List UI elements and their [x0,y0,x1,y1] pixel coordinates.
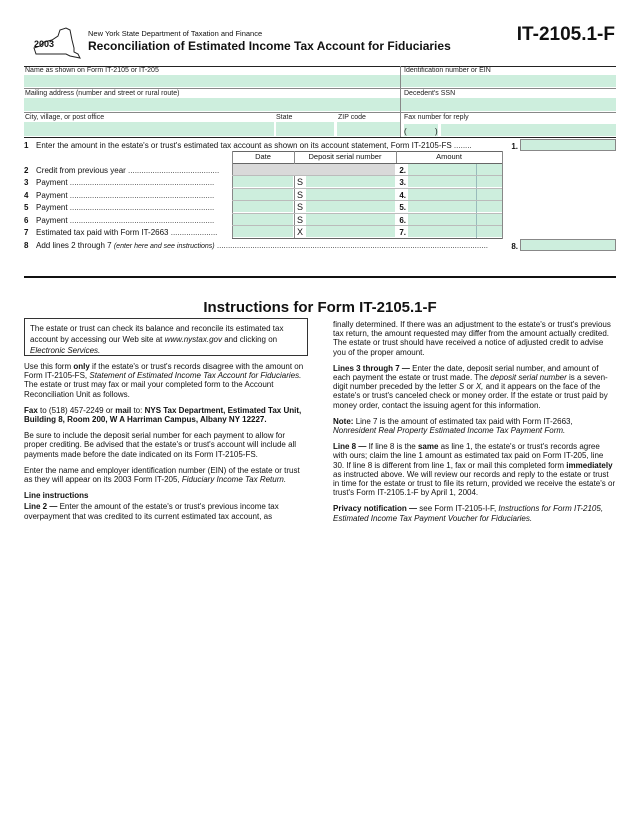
fax-number-input[interactable] [441,124,616,136]
name-input[interactable] [24,75,400,87]
address-label: Mailing address (number and street or rural route) [25,90,180,97]
line-5-date[interactable] [233,201,293,212]
line-1: 1 Enter the amount in the estate's or trust's estimated tax account as shown on its account statement, Form IT-2105-FS ........ [24,141,472,150]
line-6-serial[interactable] [306,214,395,225]
line-6: 6 Payment ................................................................. [24,216,215,225]
form-number: IT-2105.1-F [516,24,615,45]
col-header-amount: Amount [436,152,462,161]
zip-input[interactable] [337,122,400,136]
line-2-amount[interactable] [408,164,502,175]
line-6-amount[interactable] [408,214,502,225]
name-label: Name as shown on Form IT-2105 or IT-205 [25,67,159,74]
address-input[interactable] [24,98,400,111]
line-3-amount[interactable] [408,176,502,187]
line-8: 8 Add lines 2 through 7 (enter here and see instructions) .......................................................................................................................... [24,241,489,250]
ssn-input[interactable] [401,98,616,111]
city-input[interactable] [24,122,274,136]
line-5-serial[interactable] [306,201,395,212]
form-title: Reconciliation of Estimated Income Tax Account for Fiduciaries [88,39,451,53]
line-7-date[interactable] [233,226,293,237]
line-7-serial[interactable] [306,226,395,237]
line-6-box-label: 6. [399,216,406,225]
instructions-right-column: finally determined. If there was an adjustment to the estate's or trust's previous tax return, the amount requested may differ from the amount actually credited. The estate or trust should have received a notice of adjusted credit to advise you of the proper amount. Lines 3 through 7 — Enter the date, deposit serial number, and amount of each payment the estate or trust made. The deposit serial number is a seven-digit number preceded by the letter S or X, and it appears on the face of the estate's or trust's canceled check or money order. If the estate or trust paid by money order, contact the issuing agent for this information. Note: Line 7 is the amount of estimated tax paid with Form IT-2663, Nonresident Real Property Estimated Income Tax Payment Form. Line 8 — If line 8 is the same as line 1, the estate's or trust's records agree with ours; claim the line 1 amount as estimated tax paid on Form IT-205, line 30. If line 8 is different from line 1, fax or mail this completed form immediately as instructed above. We will review our records and reply to the estate or trust in time for the estate or trust to file its return, provided we receive the estate's or trust's Form IT-2105.1-F by April 1, 2004. Privacy notification — see Form IT-2105-I-F, Instructions for Form IT-2105, Estimated Income Tax Payment Voucher for Fiduciaries. [333,320,616,523]
ein-input[interactable] [401,75,616,87]
line-3: 3 Payment ................................................................. [24,178,215,187]
fax-paren-close: ) [435,127,438,136]
instructions-left-column: Use this form only if the estate's or trust's records disagree with the amount on Form IT-2105-FS, Statement of Estimated Income Tax Account for Fiduciaries. The estate or trust may fax or mail your completed form to the Account Reconciliation Unit as follows. Fax to (518) 457-2249 or mail to: NYS Tax Department, Estimated Tax Unit, Building 8, Room 200, W A Harriman Campus, Albany NY 12227. Be sure to include the deposit serial number for each payment to allow for proper crediting. Be advised that the estate's or trust's account will include all payments made before the date indicated on its Form IT-2105-FS. Enter the name and employer identification number (EIN) of the estate or trust as they will appear on its 2003 Form IT-205, Fiduciary Income Tax Return. Line instructions Line 2 — Enter the amount of the estate's or trust's previous income tax overpayment that was credited to its current estimated tax account, as [24,362,304,521]
line-3-date[interactable] [233,176,293,187]
line-2-box-label: 2. [399,166,406,175]
state-label: State [276,114,293,121]
line-4-serial-prefix: S [297,190,304,200]
id-label: Identification number or EIN [404,67,491,74]
line-4-date[interactable] [233,189,293,200]
instructions-heading: Instructions for Form IT-2105.1-F [203,299,437,316]
fax-area-code-input[interactable] [404,124,438,136]
col-header-date: Date [255,152,271,161]
line-3-box-label: 3. [399,178,406,187]
department-name: New York State Department of Taxation and Finance [88,29,263,38]
col-header-serial: Deposit serial number [308,152,382,161]
state-input[interactable] [276,122,334,136]
line-3-serial-prefix: S [297,177,304,187]
city-label: City, village, or post office [25,114,105,121]
line-4-serial[interactable] [306,189,395,200]
line-7-serial-prefix: X [297,227,304,237]
line-2: 2 Credit from previous year ......................................... [24,166,220,175]
website-link[interactable]: www.nystax.gov [164,335,222,344]
fax-paren-open: ( [404,127,407,136]
line-5-box-label: 5. [399,203,406,212]
line-7-amount[interactable] [408,226,502,237]
line-7-box-label: 7. [399,228,406,237]
line-5-amount[interactable] [408,201,502,212]
line-8-amount[interactable] [520,239,616,251]
line-5-serial-prefix: S [297,202,304,212]
line-4: 4 Payment ................................................................. [24,191,215,200]
line-1-amount[interactable] [520,139,616,151]
web-info-box: The estate or trust can check its balance and reconcile its estimated tax account by accessing our Web site at www.nystax.gov and clicking on Electronic Services. [24,318,308,356]
tax-year: 2003 [34,39,55,49]
line-4-box-label: 4. [399,191,406,200]
line-6-date[interactable] [233,214,293,225]
line-5: 5 Payment ................................................................. [24,203,215,212]
line-6-serial-prefix: S [297,215,304,225]
fax-label: Fax number for reply [404,114,469,121]
zip-label: ZIP code [338,114,366,121]
line-3-serial[interactable] [306,176,395,187]
line-4-amount[interactable] [408,189,502,200]
line-1-box-label: 1. [511,142,518,151]
line-8-box-label: 8. [511,242,518,251]
line-7: 7 Estimated tax paid with Form IT-2663 ..................... [24,228,218,237]
ssn-label: Decedent's SSN [404,90,456,97]
